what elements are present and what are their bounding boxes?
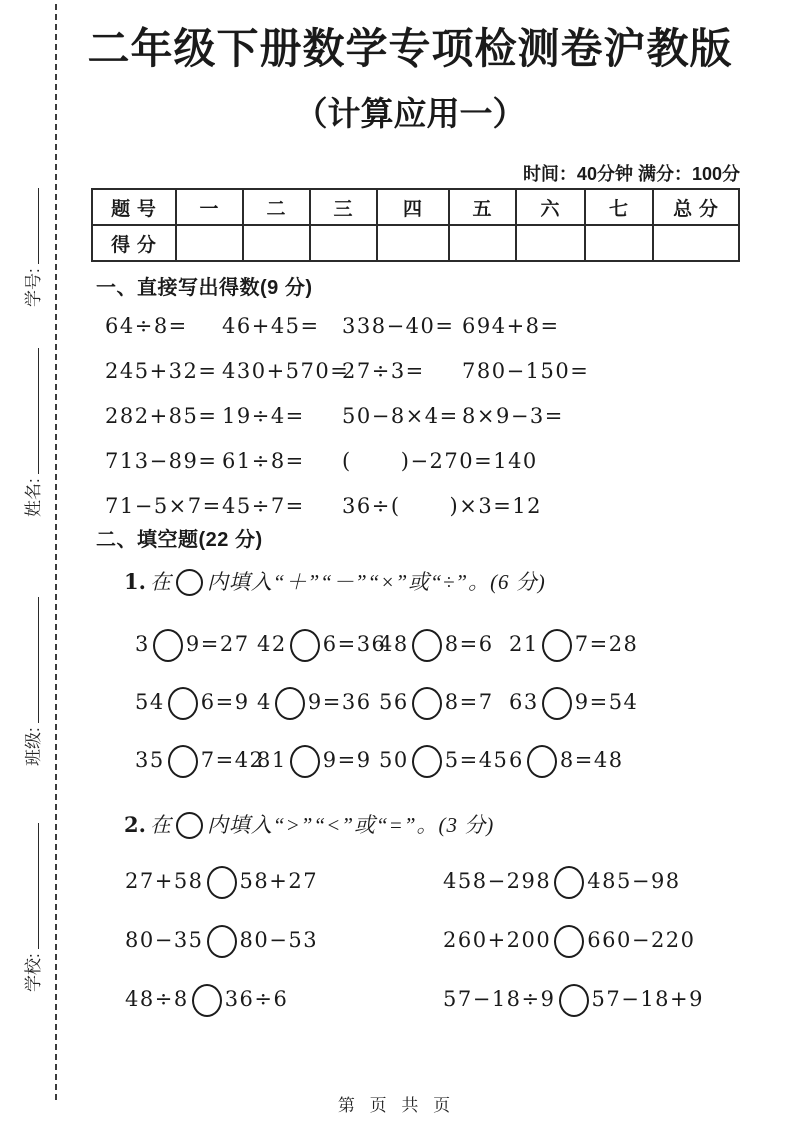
- instruction-text: 在: [149, 813, 172, 837]
- fill-problem: [379, 687, 509, 724]
- answer-circle-icon: [542, 687, 572, 720]
- right-operand: 6=36: [322, 631, 387, 656]
- section-one-problems: [105, 303, 745, 528]
- answer-circle-icon: [554, 866, 584, 899]
- math-problem: 71−5×7=: [105, 493, 222, 518]
- fill-problem: [257, 687, 379, 724]
- score-table-header-row: [92, 189, 739, 225]
- left-operand: 21: [509, 631, 539, 656]
- compare-problem: [125, 866, 443, 903]
- right-operand: 7=42: [200, 747, 265, 772]
- question-2-instruction: [124, 809, 494, 842]
- left-operand: 54: [135, 689, 165, 714]
- right-expression: 485−98: [587, 869, 681, 894]
- class-label: 班级:: [24, 727, 43, 766]
- question-1-problems: [135, 618, 775, 792]
- score-header-cell: 一: [176, 189, 243, 225]
- instruction-text: 内填入“>”“<”或“=”。(3 分): [206, 813, 495, 837]
- school-label: 学校:: [24, 953, 43, 992]
- right-expression: 660−220: [587, 928, 696, 953]
- question-1-instruction: [124, 566, 546, 599]
- math-problem: 8×9−3=: [462, 403, 564, 428]
- page-footer: 第 页 共 页: [337, 1096, 456, 1115]
- answer-circle-icon: [554, 925, 584, 958]
- right-operand: 9=36: [307, 689, 372, 714]
- answer-circle-icon: [207, 925, 237, 958]
- math-problem: 36÷( )×3=12: [342, 493, 543, 518]
- sidebar-field-name: [14, 307, 42, 517]
- answer-circle-icon: [176, 569, 203, 596]
- fill-problem: [509, 687, 775, 724]
- score-table-score-row: [92, 225, 739, 261]
- sidebar-field-school: [14, 782, 42, 992]
- page-subtitle: （计算应用一）: [294, 95, 526, 132]
- math-problem: 780−150=: [462, 358, 590, 383]
- answer-circle-icon: [176, 812, 203, 839]
- student-id-blank-line: [36, 188, 39, 264]
- fill-problem: [379, 745, 509, 782]
- instruction-text: 内填入“＋”“－”“×”或“÷”。(6 分): [206, 570, 546, 594]
- math-problem: ( )−270=140: [342, 448, 538, 473]
- fill-problem: [257, 629, 387, 666]
- score-header-cell: 四: [377, 189, 449, 225]
- score-row-label: 得 分: [92, 225, 176, 261]
- answer-circle-icon: [290, 629, 320, 662]
- problem-row: [125, 855, 765, 914]
- answer-circle-icon: [542, 629, 572, 662]
- fill-problem: [135, 629, 257, 666]
- sidebar-field-student-id: [14, 97, 42, 307]
- problem-row: [105, 438, 745, 483]
- right-operand: 8=7: [444, 689, 494, 714]
- fill-problem: [257, 745, 379, 782]
- answer-circle-icon: [559, 984, 589, 1017]
- fill-problem: [135, 687, 257, 724]
- class-blank-line: [36, 597, 39, 723]
- right-expression: 57−18+9: [591, 987, 704, 1012]
- right-operand: 8=6: [444, 631, 494, 656]
- answer-circle-icon: [412, 745, 442, 778]
- answer-circle-icon: [192, 984, 222, 1017]
- problem-row: [135, 618, 775, 676]
- answer-circle-icon: [290, 745, 320, 778]
- dashed-divider: [55, 4, 57, 1100]
- right-operand: 7=28: [574, 631, 639, 656]
- right-operand: 9=9: [322, 747, 372, 772]
- answer-circle-icon: [153, 629, 183, 662]
- score-cell-empty: [310, 225, 377, 261]
- score-header-cell: 五: [449, 189, 516, 225]
- math-problem: 64÷8=: [105, 313, 188, 338]
- name-label: 姓名:: [24, 478, 43, 517]
- instruction-text: 在: [149, 570, 172, 594]
- left-operand: 50: [379, 747, 409, 772]
- left-operand: 4: [257, 689, 272, 714]
- math-problem: 19÷4=: [222, 403, 305, 428]
- problem-row: [105, 483, 745, 528]
- compare-problem: [125, 925, 443, 962]
- math-problem: 45÷7=: [222, 493, 305, 518]
- math-problem: 282+85=: [105, 403, 218, 428]
- score-cell-empty: [377, 225, 449, 261]
- math-problem: 46+45=: [222, 313, 320, 338]
- problem-row: [125, 973, 765, 1032]
- left-operand: 6: [509, 747, 524, 772]
- problem-row: [105, 348, 745, 393]
- student-id-label: 学号:: [24, 268, 43, 307]
- right-operand: 6=9: [200, 689, 250, 714]
- compare-problem: [125, 984, 443, 1021]
- answer-circle-icon: [168, 745, 198, 778]
- score-header-cell: 总 分: [653, 189, 739, 225]
- answer-circle-icon: [412, 629, 442, 662]
- name-blank-line: [36, 348, 39, 474]
- left-expression: 80−35: [125, 928, 204, 953]
- score-table: [91, 188, 740, 262]
- math-problem: 245+32=: [105, 358, 218, 383]
- left-expression: 260+200: [443, 928, 552, 953]
- answer-circle-icon: [412, 687, 442, 720]
- right-operand: 9=27: [185, 631, 250, 656]
- score-header-cell: 六: [516, 189, 585, 225]
- score-header-cell: 二: [243, 189, 310, 225]
- left-operand: 42: [257, 631, 287, 656]
- math-problem: 50−8×4=: [342, 403, 459, 428]
- problem-row: [135, 676, 775, 734]
- right-operand: 9=54: [574, 689, 639, 714]
- right-expression: 58+27: [239, 869, 319, 894]
- score-cell-empty: [243, 225, 310, 261]
- score-header-cell: 题 号: [92, 189, 176, 225]
- problem-row: [105, 303, 745, 348]
- answer-circle-icon: [527, 745, 557, 778]
- exam-time-score-info: 时间：40分钟 满分：100分: [522, 164, 740, 184]
- math-problem: 694+8=: [462, 313, 560, 338]
- compare-problem: [443, 984, 765, 1021]
- left-operand: 3: [135, 631, 150, 656]
- section-two-heading: 二、填空题(22 分): [96, 529, 263, 551]
- left-expression: 48÷8: [125, 987, 189, 1012]
- left-operand: 35: [135, 747, 165, 772]
- compare-problem: [443, 866, 765, 903]
- score-cell-empty: [449, 225, 516, 261]
- sidebar-field-class: [14, 556, 42, 766]
- right-operand: 5=45: [444, 747, 509, 772]
- left-expression: 57−18÷9: [443, 987, 556, 1012]
- score-cell-empty: [516, 225, 585, 261]
- right-expression: 80−53: [239, 928, 319, 953]
- left-operand: 81: [257, 747, 287, 772]
- question-number: 1.: [124, 569, 146, 594]
- math-problem: 713−89=: [105, 448, 218, 473]
- problem-row: [135, 734, 775, 792]
- score-cell-empty: [653, 225, 739, 261]
- math-problem: 61÷8=: [222, 448, 305, 473]
- fill-problem: [135, 745, 265, 782]
- problem-row: [125, 914, 765, 973]
- answer-circle-icon: [207, 866, 237, 899]
- right-expression: 36÷6: [224, 987, 289, 1012]
- score-cell-empty: [176, 225, 243, 261]
- left-operand: 63: [509, 689, 539, 714]
- answer-circle-icon: [168, 687, 198, 720]
- school-blank-line: [36, 823, 39, 949]
- left-expression: 458−298: [443, 869, 552, 894]
- fill-problem: [379, 629, 509, 666]
- left-operand: 48: [379, 631, 409, 656]
- compare-problem: [443, 925, 765, 962]
- section-one-heading: 一、直接写出得数(9 分): [96, 277, 313, 299]
- page-title: 二年级下册数学专项检测卷沪教版: [87, 25, 733, 72]
- score-header-cell: 七: [585, 189, 653, 225]
- left-expression: 27+58: [125, 869, 204, 894]
- fill-problem: [509, 745, 775, 782]
- score-cell-empty: [585, 225, 653, 261]
- question-number: 2.: [124, 812, 146, 837]
- math-problem: 27÷3=: [342, 358, 425, 383]
- left-operand: 56: [379, 689, 409, 714]
- score-header-cell: 三: [310, 189, 377, 225]
- math-problem: 338−40=: [342, 313, 455, 338]
- answer-circle-icon: [275, 687, 305, 720]
- question-2-problems: [125, 855, 765, 1032]
- problem-row: [105, 393, 745, 438]
- right-operand: 8=48: [559, 747, 624, 772]
- math-problem: 430+570=: [222, 358, 350, 383]
- fill-problem: [509, 629, 775, 666]
